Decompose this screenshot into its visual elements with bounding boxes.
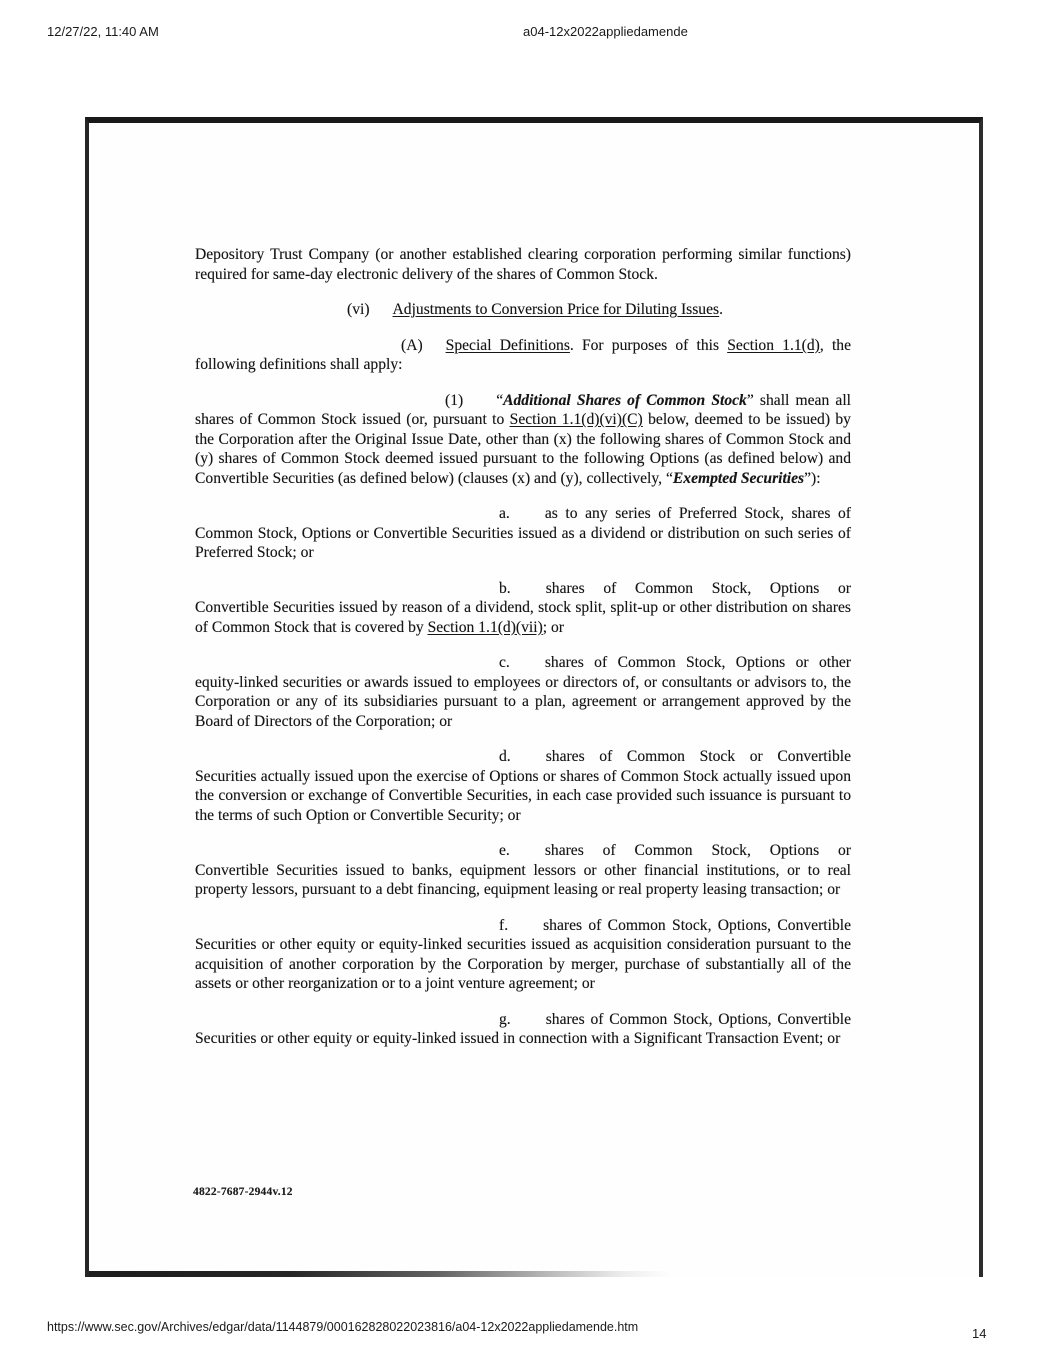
para-1-additional-shares (195, 391, 851, 489)
item-a (195, 504, 851, 563)
text-segment: Depository Trust Company (or another established clearing corporation performing similar functions) required for same-day electronic delivery of the shares of Common Stock. (195, 246, 851, 283)
text-segment: ”): (804, 469, 821, 487)
text-segment: shares of Common Stock, Options or Convertible Securities issued by reason of a dividend, stock split, split-up or other distribution on shares of Common Stock that is covered by (195, 579, 851, 636)
underlined-reference: Special Definitions (445, 336, 570, 354)
item-e (195, 841, 851, 900)
underlined-reference: Section 1.1(d) (727, 336, 820, 354)
heading-vi-adjustments (195, 300, 851, 320)
text-segment: c. (499, 654, 510, 671)
text-segment: shares of Common Stock, Options, Convertible Securities or other equity or equity-linked issued in connection with a Significant Transaction Event; or (195, 1010, 851, 1047)
text-segment: ; or (542, 618, 565, 636)
text-segment: . For purposes of this (569, 336, 728, 354)
para-depository-trust (195, 245, 851, 284)
print-header-document-title: a04-12x2022appliedamende (523, 24, 688, 39)
text-segment: shares of Common Stock, Options or other equity-linked securities or awards issued to employees or directors of, or consultants or advisors to, the Corporation or any of its subsidiaries pursuant to a plan, agreement or arrangement approved by the Board of Directors of the Corporation; or (195, 654, 851, 730)
scanned-document-page (85, 117, 983, 1277)
text-segment: (A) (401, 336, 423, 354)
text-segment: shares of Common Stock or Convertible Securities actually issued upon the exercise of Options or shares of Common Stock actually issued upon the conversion or exchange of Convertible Securities, in each case provided such issuance is pursuant to the terms of such Option or Convertible Security; or (195, 748, 851, 824)
underlined-reference: Section 1.1(d)(vi)(C) (509, 411, 643, 428)
text-segment: f. (499, 916, 509, 934)
item-d (195, 747, 851, 825)
text-segment: shares of Common Stock, Options or Convertible Securities issued to banks, equipment lessors or other financial institutions, or to real property lessors, pursuant to a debt financing, equipment leasing or real property leasing transaction; or (195, 842, 851, 898)
text-segment: d. (499, 748, 511, 765)
text-segment: , the following definitions shall apply: (195, 336, 851, 373)
text-segment: below, deemed to be issued) by the Corporation after the Original Issue Date, other than (x) the following shares of Common Stock and (y) shares of Common Stock deemed issued pursuant to the following Options (as defined below) and Convertible Securities (as defined below) (clauses (x) and (y), collectively, “ (195, 411, 851, 487)
text-segment: a. (499, 505, 510, 522)
document-control-number: 4822-7687-2944v.12 (193, 1186, 293, 1198)
text-segment: shares of Common Stock, Options, Convertible Securities or other equity or equity-linked securities issued as acquisition consideration pursuant to the acquisition of another corporation by the Corporation by merger, purchase of substantially all of the assets or other reorganization or to a joint venture agreement; or (195, 916, 851, 992)
text-segment: b. (499, 579, 511, 597)
text-segment: g. (499, 1010, 511, 1028)
print-footer-url: https://www.sec.gov/Archives/edgar/data/1144879/000162828022023816/a04-12x2022appliedamende.htm (47, 1320, 639, 1334)
para-A-special-definitions (195, 336, 851, 375)
item-c (195, 653, 851, 731)
defined-term: Additional Shares of Common Stock (503, 391, 747, 409)
scan-artifact-bottom-edge (85, 1271, 670, 1277)
print-footer-page-number: 14 (972, 1326, 987, 1341)
text-segment: e. (499, 842, 510, 859)
underlined-reference: Adjustments to Conversion Price for Diluting Issues (392, 301, 720, 318)
text-segment: as to any series of Preferred Stock, shares of Common Stock, Options or Convertible Securities issued as a dividend or distribution on such series of Preferred Stock; or (195, 505, 851, 561)
text-segment: (vi) (347, 301, 370, 318)
text-segment: ” shall mean all shares of Common Stock issued (or, pursuant to (195, 391, 851, 428)
item-b (195, 579, 851, 638)
document-paragraphs (195, 245, 851, 1049)
item-g (195, 1010, 851, 1049)
text-segment: . (719, 301, 723, 318)
item-f (195, 916, 851, 994)
print-header-datetime: 12/27/22, 11:40 AM (47, 24, 159, 39)
defined-term: Exempted Securities (672, 469, 805, 487)
underlined-reference: Section 1.1(d)(vii) (427, 618, 543, 636)
text-segment: “ (496, 391, 504, 409)
text-segment: (1) (445, 391, 464, 409)
